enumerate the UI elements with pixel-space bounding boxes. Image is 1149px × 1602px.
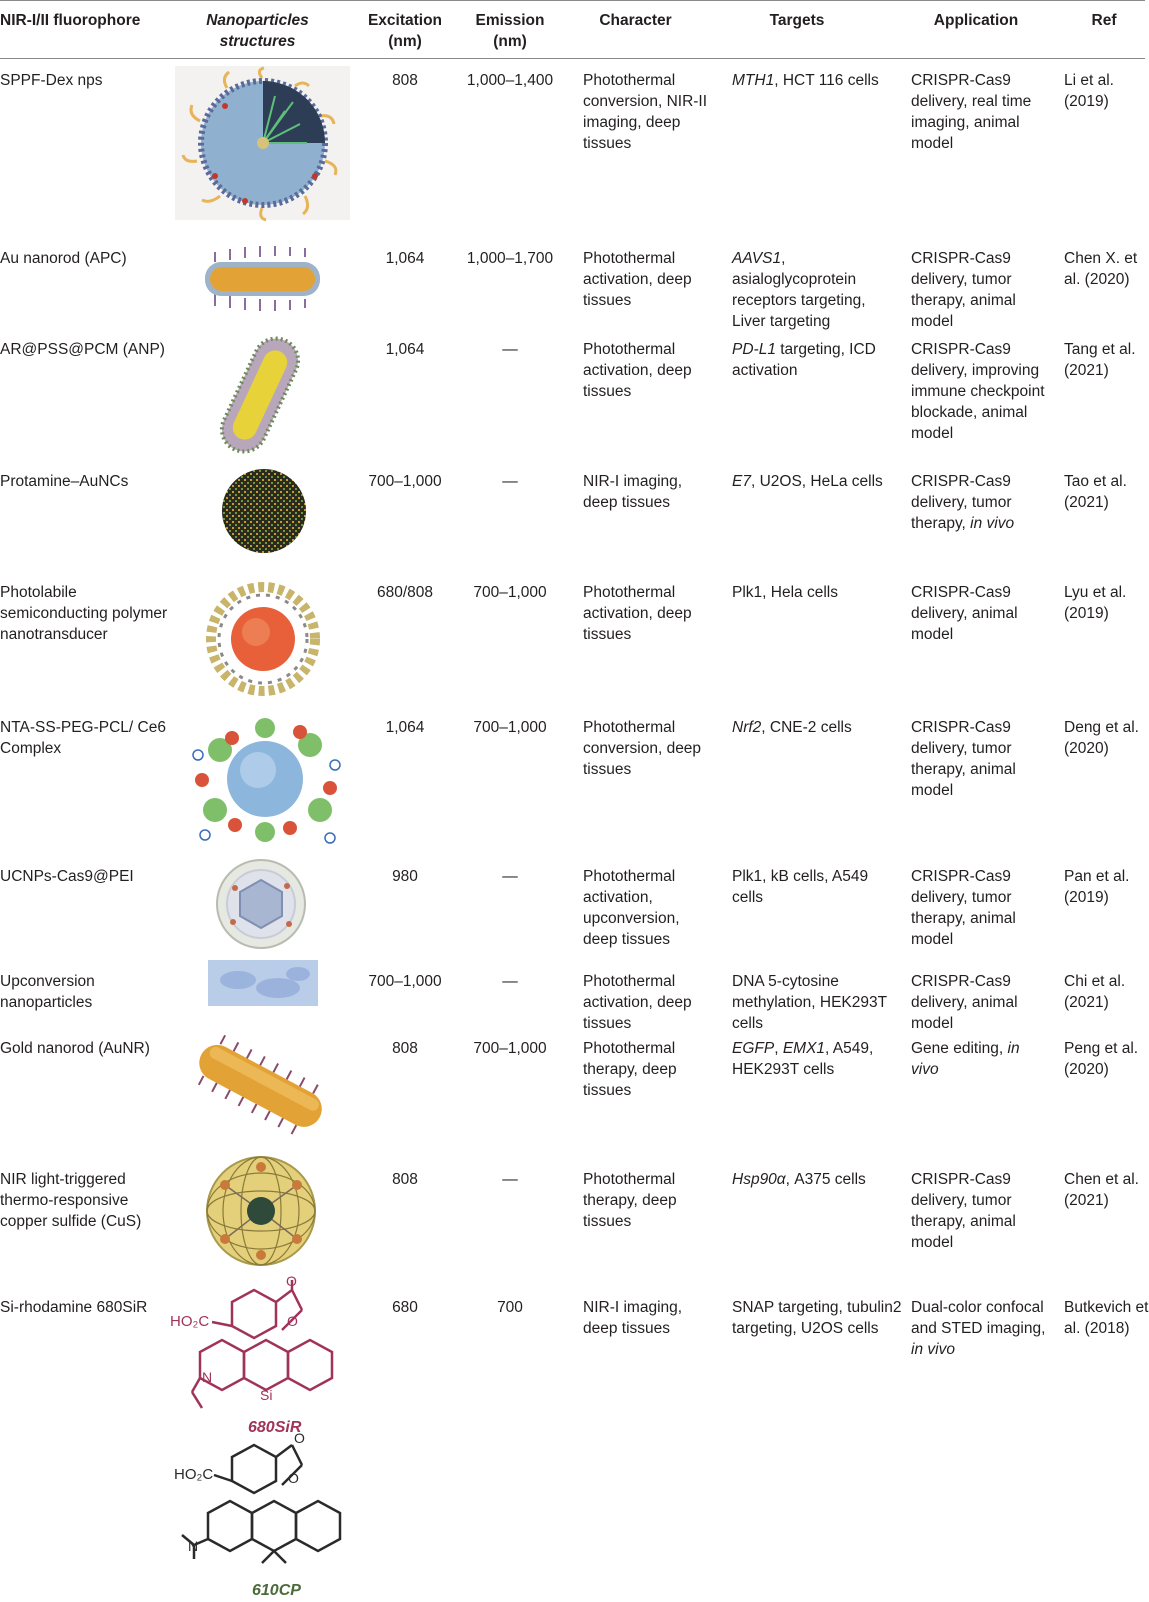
header-rule xyxy=(0,58,1145,59)
row-1-emission: 1,000–1,700 xyxy=(466,250,554,267)
table-top-rule xyxy=(0,0,1145,1)
ucnp-image xyxy=(215,858,307,950)
row-1-application: CRISPR-Cas9 delivery, tumor therapy, animal model xyxy=(911,250,1016,330)
row-3-name: Protamine–AuNCs xyxy=(0,473,129,490)
row-4-emission: 700–1,000 xyxy=(473,584,547,601)
upconversion-np-image xyxy=(208,960,318,1006)
row-3-emission: — xyxy=(502,473,518,490)
row-7-name: Upconversion nanoparticles xyxy=(0,973,95,1011)
row-8-application: Gene editing, in vivo xyxy=(911,1040,1020,1078)
cp-oxygen-label: O xyxy=(288,1470,299,1486)
row-1-character: Photothermal activation, deep tissues xyxy=(583,250,692,309)
row-2-emission: — xyxy=(502,341,518,358)
row-4-ref: Lyu et al. (2019) xyxy=(1064,584,1127,622)
row-6-name: UCNPs-Cas9@PEI xyxy=(0,868,134,885)
row-5-targets: Nrf2, CNE-2 cells xyxy=(732,719,852,736)
row-5-application: CRISPR-Cas9 delivery, tumor therapy, animal model xyxy=(911,719,1016,799)
row-7-emission: — xyxy=(502,973,518,990)
row-7-excitation: 700–1,000 xyxy=(368,973,442,990)
row-9-emission: — xyxy=(502,1171,518,1188)
row-8-emission: 700–1,000 xyxy=(473,1040,547,1057)
row-8-excitation: 808 xyxy=(392,1040,418,1057)
row-3-targets: E7, U2OS, HeLa cells xyxy=(732,473,883,490)
row-9-character: Photothermal therapy, deep tissues xyxy=(583,1171,677,1230)
cp-acid-label: HO₂C xyxy=(174,1466,214,1483)
row-3-ref: Tao et al. (2021) xyxy=(1064,473,1127,511)
row-2-application: CRISPR-Cas9 delivery, improving immune checkpoint blockade, animal model xyxy=(911,341,1045,442)
sir-acid-label: HO₂C xyxy=(170,1313,210,1330)
semiconducting-polymer-image xyxy=(198,580,328,698)
row-10-excitation: 680 xyxy=(392,1299,418,1316)
row-0-excitation: 808 xyxy=(392,72,418,89)
cp-610-structure xyxy=(172,1430,344,1602)
header-ref: Ref xyxy=(1091,12,1117,29)
row-10-character: NIR-I imaging, deep tissues xyxy=(583,1299,683,1337)
row-1-excitation: 1,064 xyxy=(385,250,425,267)
row-7-ref: Chi et al. (2021) xyxy=(1064,973,1126,1011)
sir-oxygen-label: O xyxy=(287,1313,298,1329)
row-9-application: CRISPR-Cas9 delivery, tumor therapy, animal model xyxy=(911,1171,1016,1251)
row-1-name: Au nanorod (APC) xyxy=(0,250,127,267)
sir-n-label: N xyxy=(202,1369,213,1385)
row-10-name: Si-rhodamine 680SiR xyxy=(0,1299,148,1316)
header-structures: Nanoparticles structures xyxy=(206,12,309,50)
row-0-name: SPPF-Dex nps xyxy=(0,72,103,89)
row-5-character: Photothermal conversion, deep tissues xyxy=(583,719,702,778)
row-7-targets: DNA 5-cytosine methylation, HEK293T cells xyxy=(732,973,887,1032)
row-6-emission: — xyxy=(502,868,518,885)
row-7-application: CRISPR-Cas9 delivery, animal model xyxy=(911,973,1018,1032)
row-9-targets: Hsp90α, A375 cells xyxy=(732,1171,866,1188)
row-6-targets: Plk1, kB cells, A549 cells xyxy=(732,868,869,906)
header-character: Character xyxy=(599,12,672,29)
header-excitation: Excitation (nm) xyxy=(367,12,443,50)
row-4-targets: Plk1, Hela cells xyxy=(732,584,838,601)
row-6-application: CRISPR-Cas9 delivery, tumor therapy, animal model xyxy=(911,868,1016,948)
row-5-excitation: 1,064 xyxy=(385,719,425,736)
row-1-targets: AAVS1, asialoglycoprotein receptors targeting, Liver targeting xyxy=(732,250,866,330)
row-8-ref: Peng et al. (2020) xyxy=(1064,1040,1139,1078)
row-3-excitation: 700–1,000 xyxy=(368,473,442,490)
row-10-emission: 700 xyxy=(497,1299,523,1316)
row-5-emission: 700–1,000 xyxy=(473,719,547,736)
nta-ss-peg-image xyxy=(190,710,340,848)
row-8-name: Gold nanorod (AuNR) xyxy=(0,1040,150,1057)
ar-pss-pcm-image xyxy=(210,335,310,455)
row-6-ref: Pan et al. (2019) xyxy=(1064,868,1130,906)
row-2-ref: Tang et al. (2021) xyxy=(1064,341,1136,379)
row-0-ref: Li et al. (2019) xyxy=(1064,72,1114,110)
row-10-application: Dual-color confocal and STED imaging, in vivo xyxy=(911,1299,1046,1358)
header-emission: Emission (nm) xyxy=(475,12,545,50)
row-2-targets: PD-L1 targeting, ICD activation xyxy=(732,341,876,379)
row-9-excitation: 808 xyxy=(392,1171,418,1188)
row-3-application: CRISPR-Cas9 delivery, tumor therapy, in vivo xyxy=(911,473,1015,532)
row-9-name: NIR light-triggered thermo-responsive copper sulfide (CuS) xyxy=(0,1171,142,1230)
row-10-targets: SNAP targeting, tubulin2 targeting, U2OS cells xyxy=(732,1299,902,1337)
row-5-ref: Deng et al. (2020) xyxy=(1064,719,1139,757)
cp-name-label: 610CP xyxy=(252,1582,301,1599)
au-nanorod-apc-image xyxy=(200,244,325,314)
row-1-ref: Chen X. et al. (2020) xyxy=(1064,250,1138,288)
sir-name-label: 680SiR xyxy=(248,1419,302,1436)
header-application: Application xyxy=(933,12,1019,29)
row-10-ref: Butkevich et al. (2018) xyxy=(1064,1299,1149,1337)
row-2-character: Photothermal activation, deep tissues xyxy=(583,341,692,400)
row-2-name: AR@PSS@PCM (ANP) xyxy=(0,341,165,358)
header-fluorophore: NIR-I/II fluorophore xyxy=(0,12,141,29)
gold-nanorod-image xyxy=(186,1030,336,1140)
sir-carbonyl-label: O xyxy=(286,1273,297,1289)
row-3-character: NIR-I imaging, deep tissues xyxy=(583,473,683,511)
protamine-aunc-image xyxy=(220,467,308,555)
row-7-character: Photothermal activation, deep tissues xyxy=(583,973,692,1032)
row-9-ref: Chen et al. (2021) xyxy=(1064,1171,1139,1209)
cus-image xyxy=(205,1155,317,1267)
sir-680-structure xyxy=(170,1273,344,1442)
row-4-character: Photothermal activation, deep tissues xyxy=(583,584,692,643)
row-0-application: CRISPR-Cas9 delivery, real time imaging, animal model xyxy=(911,72,1032,152)
row-4-excitation: 680/808 xyxy=(376,584,434,601)
cp-carbonyl-label: O xyxy=(294,1430,305,1446)
row-0-targets: MTH1, HCT 116 cells xyxy=(732,72,879,89)
sppf-dex-structure-image xyxy=(175,66,350,220)
row-6-excitation: 980 xyxy=(392,868,418,885)
cp-n-label: N xyxy=(188,1538,199,1554)
row-8-targets: EGFP, EMX1, A549, HEK293T cells xyxy=(732,1040,874,1078)
row-0-emission: 1,000–1,400 xyxy=(466,72,554,89)
row-4-name: Photolabile semiconducting polymer nanotransducer xyxy=(0,584,168,643)
row-0-character: Photothermal conversion, NIR-II imaging, deep tissues xyxy=(583,72,708,152)
header-targets: Targets xyxy=(769,12,825,29)
row-6-character: Photothermal activation, upconversion, deep tissues xyxy=(583,868,680,948)
row-8-character: Photothermal therapy, deep tissues xyxy=(583,1040,677,1099)
row-5-name: NTA-SS-PEG-PCL/ Ce6 Complex xyxy=(0,719,166,757)
row-4-application: CRISPR-Cas9 delivery, animal model xyxy=(911,584,1018,643)
sir-si-label: Si xyxy=(260,1387,273,1403)
row-2-excitation: 1,064 xyxy=(385,341,425,358)
